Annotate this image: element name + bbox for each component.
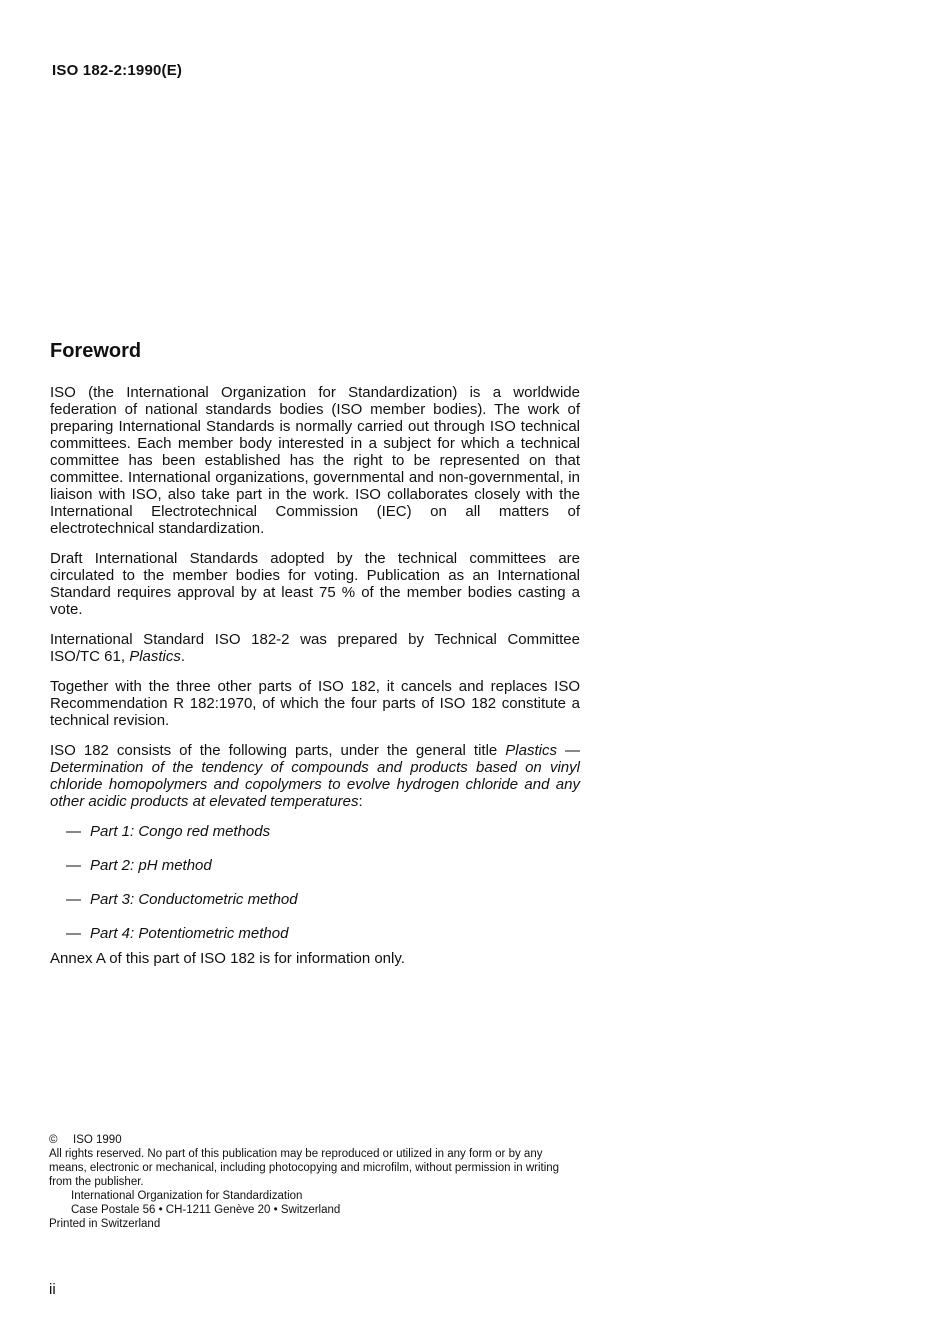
prepared-by-text: International Standard ISO 182-2 was prepared by Technical Committee ISO/TC 61, (50, 631, 580, 665)
document-id-header: ISO 182-2:1990(E) (52, 62, 183, 79)
list-item (50, 823, 580, 840)
list-item (50, 857, 580, 874)
copyright-line (49, 1133, 581, 1147)
list-item (50, 891, 580, 908)
copyright-block (49, 1133, 581, 1231)
page-number: ii (49, 1281, 56, 1298)
parts-intro-text: ISO 182 consists of the following parts, under the general title (50, 742, 506, 759)
parts-intro-end: : (358, 793, 363, 810)
dash-bullet: — (66, 891, 81, 908)
dash-bullet: — (66, 823, 81, 840)
paragraph-prepared-by (50, 631, 580, 665)
copyright-year: ISO 1990 (73, 1134, 122, 1146)
foreword-body (50, 384, 580, 980)
paragraph-iso-intro: ISO (the International Organization for Standardization) is a worldwide federation of national standards bodies (ISO member bodies). The work of preparing International Standards is normally carried out through ISO technical committees. Each member body interested in a subject for which a technical committee has been established has the right to be represented on that committee. International organizations, governmental and non-governmental, in liaison with ISO, also take part in the work. ISO collaborates closely with the International Electrotechnical Commission (IEC) on all matters of electrotechnical standardization. (50, 384, 580, 537)
copyright-symbol: © (49, 1134, 58, 1146)
list-item (50, 925, 580, 942)
parts-list (50, 823, 580, 942)
paragraph-draft-standards: Draft International Standards adopted by the technical committees are circulated to the member bodies for voting. Publication as an International Standard requires approval by at least 75 % of the member bodies casting a vote. (50, 550, 580, 618)
dash-bullet: — (66, 857, 81, 874)
prepared-by-end: . (180, 648, 186, 665)
printed-location: Printed in Switzerland (49, 1218, 161, 1230)
annex-note: Annex A of this part of ISO 182 is for information only. (50, 950, 405, 967)
paragraph-parts-intro (50, 742, 580, 810)
committee-name: Plastics (129, 648, 181, 665)
part-title: Part 2: pH method (90, 857, 212, 874)
general-title: Plastics — Determination of the tendency of compounds and products based on vinyl chloride homopolymers and copolymers to evolve hydrogen chloride and any other acidic products at elevated temperatures (50, 742, 580, 810)
organization-name: International Organization for Standardization (71, 1190, 303, 1202)
page-title: Foreword (50, 340, 142, 362)
rights-notice: All rights reserved. No part of this publication may be reproduced or utilized in any form or by any means, electronic or mechanical, including photocopying and microfilm, without permission in writing from the publisher. (49, 1148, 560, 1188)
dash-bullet: — (66, 925, 81, 942)
paragraph-replaces: Together with the three other parts of ISO 182, it cancels and replaces ISO Recommendation R 182:1970, of which the four parts of ISO 182 constitute a technical revision. (50, 678, 580, 729)
part-title: Part 1: Congo red methods (90, 823, 271, 840)
organization-address: Case Postale 56 • CH-1211 Genève 20 • Switzerland (71, 1204, 341, 1216)
part-title: Part 4: Potentiometric method (90, 925, 289, 942)
part-title: Part 3: Conductometric method (90, 891, 298, 908)
